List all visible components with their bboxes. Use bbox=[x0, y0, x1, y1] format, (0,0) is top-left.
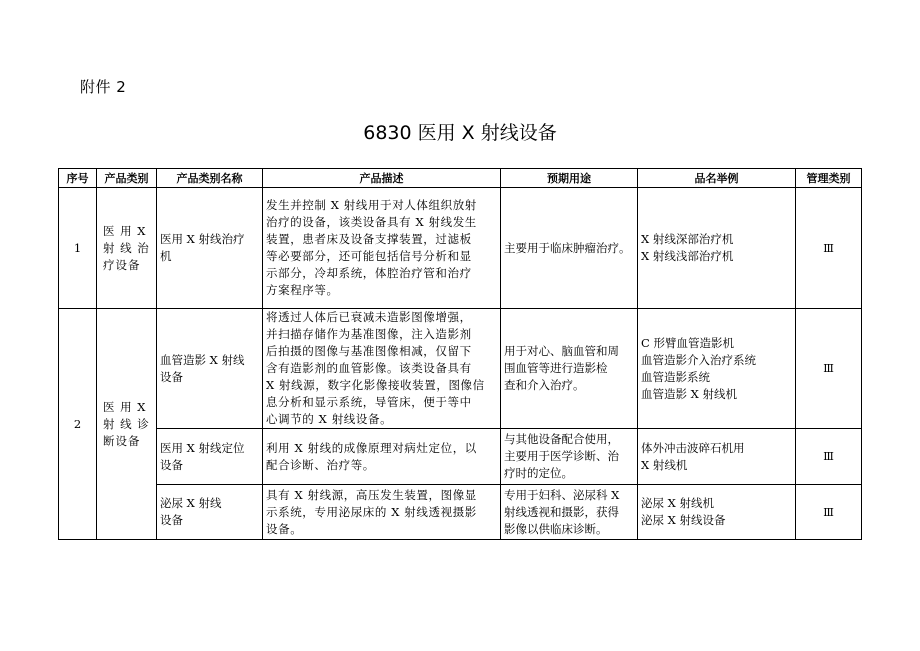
table-header-row bbox=[59, 169, 862, 188]
header-examples: 品名举例 bbox=[638, 169, 796, 188]
intended-use: 与其他设备配合使用， 主要用于医学诊断、治 疗时的定位。 bbox=[501, 429, 638, 485]
product-description: 发生并控制 X 射线用于对人体组织放射 治疗的设备，该类设备具有 X 射线发生 装置，患者床及设备支撑装置，过滤板 等必要部分，还可能包括信号分析和显 示部分，冷却系统，体腔治疗管和治疗 方案程序等。 bbox=[263, 188, 501, 309]
product-category-name: 医用 X 射线治疗 机 bbox=[157, 188, 263, 309]
row-number: 2 bbox=[59, 309, 97, 540]
header-category: 产品类别 bbox=[97, 169, 157, 188]
table-row bbox=[59, 485, 862, 540]
management-class: Ⅲ bbox=[796, 188, 862, 309]
product-examples: C 形臂血管造影机 血管造影介入治疗系统 血管造影系统 血管造影 X 射线机 bbox=[638, 309, 796, 429]
product-description: 将透过人体后已衰减未造影图像增强， 并扫描存储作为基准图像，注入造影剂 后拍摄的图像与基准图像相减，仅留下 含有造影剂的血管影像。该类设备具有 X 射线源，数字化影像接收装置，图像信 息分析和显示系统，导管床，便于等中 心调节的 X 射线设备。 bbox=[263, 309, 501, 429]
page-title: 6830 医用 X 射线设备 bbox=[363, 122, 557, 144]
row-number: 1 bbox=[59, 188, 97, 309]
product-category: 医 用 X 射 线 诊 断设备 bbox=[97, 309, 157, 540]
table-row bbox=[59, 188, 862, 309]
attachment-label: 附件 2 bbox=[80, 78, 127, 96]
product-description: 具有 X 射线源，高压发生装置，图像显 示系统，专用泌尿床的 X 射线透视摄影 设备。 bbox=[263, 485, 501, 540]
table-row bbox=[59, 309, 862, 429]
product-examples: 泌尿 X 射线机 泌尿 X 射线设备 bbox=[638, 485, 796, 540]
product-examples: X 射线深部治疗机 X 射线浅部治疗机 bbox=[638, 188, 796, 309]
header-management-class: 管理类别 bbox=[796, 169, 862, 188]
header-category-name: 产品类别名称 bbox=[157, 169, 263, 188]
management-class: Ⅲ bbox=[796, 429, 862, 485]
intended-use: 用于对心、脑血管和周 围血管等进行造影检 查和介入治疗。 bbox=[501, 309, 638, 429]
device-catalog-table bbox=[58, 168, 862, 540]
intended-use: 专用于妇科、泌尿科 X 射线透视和摄影，获得 影像以供临床诊断。 bbox=[501, 485, 638, 540]
header-intended-use: 预期用途 bbox=[501, 169, 638, 188]
intended-use: 主要用于临床肿瘤治疗。 bbox=[501, 188, 638, 309]
management-class: Ⅲ bbox=[796, 485, 862, 540]
header-description: 产品描述 bbox=[263, 169, 501, 188]
product-category-name: 医用 X 射线定位 设备 bbox=[157, 429, 263, 485]
product-examples: 体外冲击波碎石机用 X 射线机 bbox=[638, 429, 796, 485]
product-category-name: 泌尿 X 射线 设备 bbox=[157, 485, 263, 540]
product-description: 利用 X 射线的成像原理对病灶定位，以 配合诊断、治疗等。 bbox=[263, 429, 501, 485]
header-no: 序号 bbox=[59, 169, 97, 188]
management-class: Ⅲ bbox=[796, 309, 862, 429]
product-category-name: 血管造影 X 射线 设备 bbox=[157, 309, 263, 429]
product-category: 医 用 X 射 线 治 疗设备 bbox=[97, 188, 157, 309]
table-row bbox=[59, 429, 862, 485]
